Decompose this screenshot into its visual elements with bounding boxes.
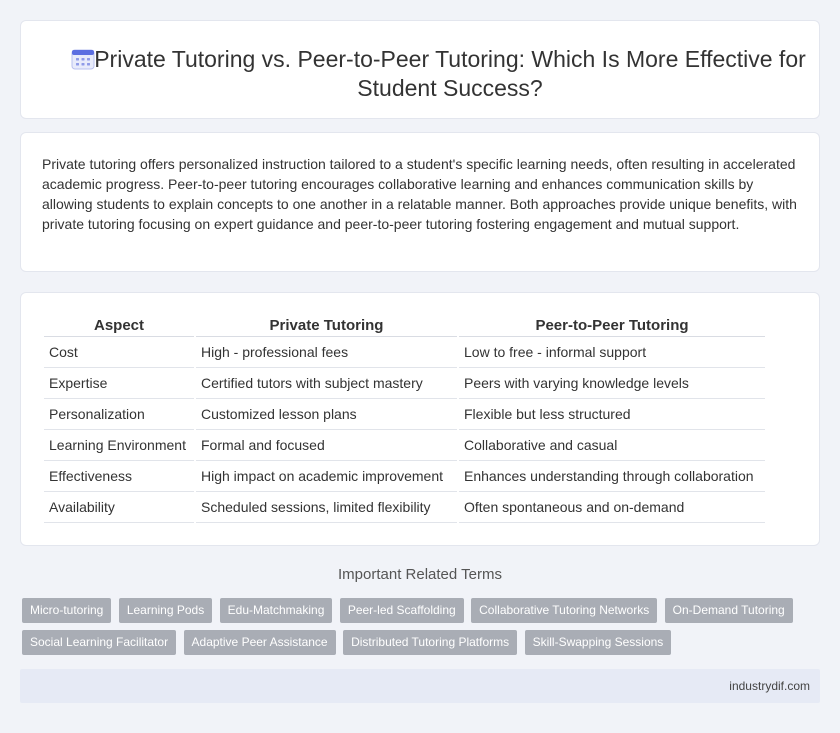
related-term-tag[interactable]: Micro-tutoring: [22, 598, 111, 623]
cell-aspect: Learning Environment: [44, 430, 194, 461]
table-row: [44, 399, 765, 430]
header-peer-tutoring: Peer-to-Peer Tutoring: [459, 315, 765, 337]
related-term-tag[interactable]: Adaptive Peer Assistance: [184, 630, 336, 655]
footer-bar: [20, 669, 820, 703]
cell-peer: Collaborative and casual: [459, 430, 765, 461]
cell-peer: Flexible but less structured: [459, 399, 765, 430]
cell-private: Certified tutors with subject mastery: [196, 368, 457, 399]
related-term-tag[interactable]: Collaborative Tutoring Networks: [471, 598, 657, 623]
cell-peer: Often spontaneous and on-demand: [459, 492, 765, 523]
header-private-tutoring: Private Tutoring: [196, 315, 457, 337]
cell-aspect: Personalization: [44, 399, 194, 430]
related-terms-list: [22, 598, 822, 662]
footer-site-link[interactable]: industrydif.com: [729, 679, 810, 693]
cell-peer: Low to free - informal support: [459, 337, 765, 368]
table-row: [44, 337, 765, 368]
related-term-tag[interactable]: Social Learning Facilitator: [22, 630, 176, 655]
related-term-tag[interactable]: Skill-Swapping Sessions: [525, 630, 672, 655]
comparison-card: [20, 292, 820, 546]
cell-aspect: Cost: [44, 337, 194, 368]
cell-private: Scheduled sessions, limited flexibility: [196, 492, 457, 523]
header-aspect: Aspect: [44, 315, 194, 337]
cell-peer: Peers with varying knowledge levels: [459, 368, 765, 399]
related-term-tag[interactable]: On-Demand Tutoring: [665, 598, 793, 623]
cell-private: Formal and focused: [196, 430, 457, 461]
cell-peer: Enhances understanding through collaboration: [459, 461, 765, 492]
cell-private: Customized lesson plans: [196, 399, 457, 430]
table-row: [44, 461, 765, 492]
table-row: [44, 368, 765, 399]
comparison-table: [42, 315, 767, 523]
table-header-row: [44, 315, 765, 337]
related-term-tag[interactable]: Edu-Matchmaking: [220, 598, 333, 623]
table-row: [44, 430, 765, 461]
cell-aspect: Availability: [44, 492, 194, 523]
intro-paragraph: Private tutoring offers personalized instruction tailored to a student's specific learning needs, often resulting in accelerated academic progress. Peer-to-peer tutoring encourages collaborative learning and enhances communication skills by allowing students to explain concepts to one another in a relatable manner. Both approaches provide unique benefits, with private tutoring focusing on expert guidance and peer-to-peer tutoring fostering engagement and mutual support.: [42, 156, 797, 232]
intro-card: [20, 132, 820, 272]
related-terms-heading: Important Related Terms: [338, 566, 502, 583]
related-term-tag[interactable]: Learning Pods: [119, 598, 212, 623]
table-row: [44, 492, 765, 523]
page-title: Private Tutoring vs. Peer-to-Peer Tutoring: Which Is More Effective for Student Success?: [94, 46, 806, 101]
cell-aspect: Effectiveness: [44, 461, 194, 492]
cell-private: High impact on academic improvement: [196, 461, 457, 492]
cell-aspect: Expertise: [44, 368, 194, 399]
cell-private: High - professional fees: [196, 337, 457, 368]
related-term-tag[interactable]: Distributed Tutoring Platforms: [343, 630, 517, 655]
related-term-tag[interactable]: Peer-led Scaffolding: [340, 598, 464, 623]
title-card: [20, 20, 820, 119]
